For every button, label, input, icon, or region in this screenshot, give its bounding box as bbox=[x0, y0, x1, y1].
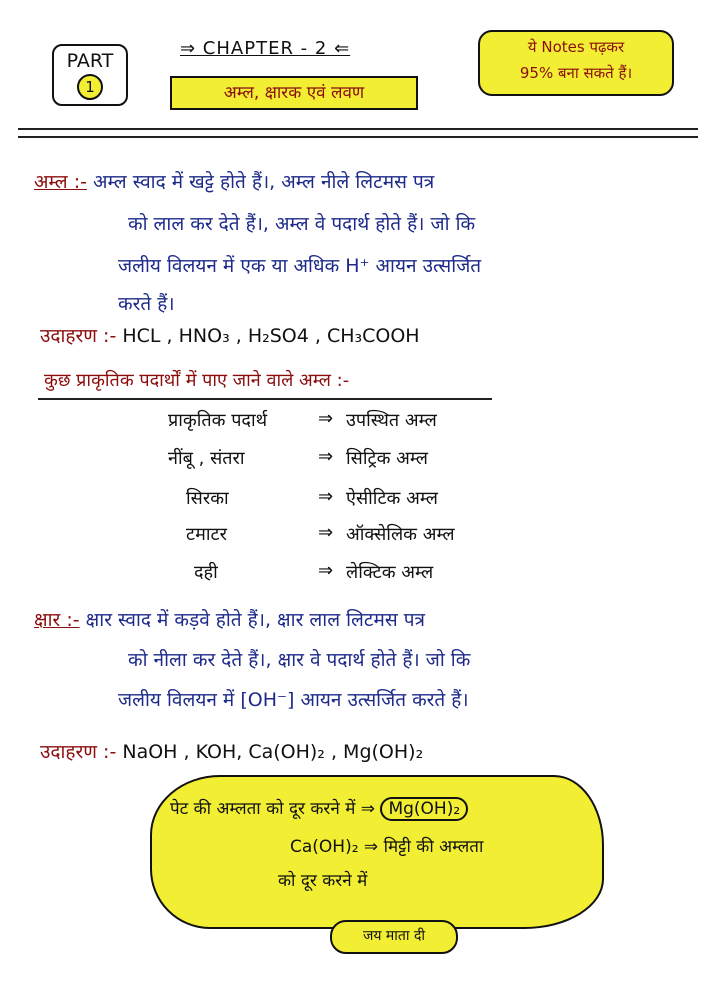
base-line-2: को नीला कर देते हैं।, क्षार वे पदार्थ होते हैं। जो कि bbox=[128, 649, 471, 671]
base-examples bbox=[40, 738, 423, 764]
arrow-icon: ⇒ bbox=[318, 408, 334, 429]
divider bbox=[18, 136, 698, 138]
note-text-1: पेट की अम्लता को दूर करने में ⇒ bbox=[170, 799, 376, 819]
arrow-icon: ⇒ bbox=[318, 560, 334, 581]
base-label: क्षार :- bbox=[34, 609, 80, 631]
natural-header-row bbox=[168, 408, 568, 432]
mg-hydroxide-circled: Mg(OH)₂ bbox=[380, 797, 468, 821]
natural-acid: सिट्रिक अम्ल bbox=[346, 448, 429, 469]
arrow-icon: ⇒ bbox=[318, 522, 334, 543]
natural-acid: ऑक्सेलिक अम्ल bbox=[346, 524, 455, 545]
arrow-icon: ⇒ bbox=[318, 486, 334, 507]
natural-row bbox=[186, 522, 586, 546]
natural-header-source: प्राकृतिक पदार्थ bbox=[168, 410, 268, 431]
acid-line-4: करते हैं। bbox=[118, 293, 175, 315]
chapter-title bbox=[180, 38, 350, 59]
arrow-icon: ⇒ bbox=[318, 446, 334, 467]
natural-acids-title: कुछ प्राकृतिक पदार्थों में पाए जाने वाले अम्ल :- bbox=[44, 370, 350, 391]
signature-tag: जय माता दी bbox=[330, 920, 458, 954]
acid-line-1 bbox=[34, 168, 434, 194]
base-example-values: NaOH , KOH, Ca(OH)₂ , Mg(OH)₂ bbox=[122, 741, 424, 763]
part-label: PART bbox=[66, 50, 114, 72]
notes-line-1: ये Notes पढ़कर bbox=[527, 38, 625, 56]
divider bbox=[18, 128, 698, 130]
natural-row bbox=[168, 446, 568, 470]
natural-row bbox=[194, 560, 594, 584]
notes-line-2: 95% बना सकते हैं। bbox=[519, 64, 633, 82]
natural-row bbox=[186, 486, 586, 510]
note-line-3: को दूर करने में bbox=[278, 871, 368, 891]
note-line-2: Ca(OH)₂ ⇒ मिट्टी की अम्लता bbox=[290, 837, 484, 857]
acid-line-2: को लाल कर देते हैं।, अम्ल वे पदार्थ होते हैं। जो कि bbox=[128, 213, 476, 235]
acid-line-3: जलीय विलयन में एक या अधिक H⁺ आयन उत्सर्जित bbox=[118, 255, 482, 277]
acid-text-1: अम्ल स्वाद में खट्टे होते हैं।, अम्ल नीले लिटमस पत्र bbox=[93, 171, 435, 193]
natural-source: सिरका bbox=[186, 488, 229, 509]
chapter-text: ⇒ CHAPTER - 2 ⇐ bbox=[180, 38, 351, 59]
chapter-subtitle: अम्ल, क्षारक एवं लवण bbox=[170, 76, 418, 110]
acid-example-label: उदाहरण :- bbox=[40, 325, 117, 347]
base-example-label: उदाहरण :- bbox=[40, 741, 117, 763]
note-line-1 bbox=[170, 796, 468, 821]
base-line-1 bbox=[34, 606, 425, 632]
natural-acid: लेक्टिक अम्ल bbox=[346, 562, 434, 583]
natural-header-acid: उपस्थित अम्ल bbox=[346, 410, 437, 431]
natural-acid: ऐसीटिक अम्ल bbox=[346, 488, 438, 509]
natural-source: नींबू , संतरा bbox=[168, 448, 245, 469]
acid-examples bbox=[40, 322, 420, 348]
natural-source: टमाटर bbox=[186, 524, 227, 545]
natural-acids-underline bbox=[38, 398, 492, 400]
part-badge bbox=[52, 44, 128, 106]
acid-label: अम्ल :- bbox=[34, 171, 87, 193]
natural-source: दही bbox=[194, 562, 218, 583]
base-line-3: जलीय विलयन में [OH⁻] आयन उत्सर्जित करते हैं। bbox=[118, 689, 469, 711]
base-text-1: क्षार स्वाद में कड़वे होते हैं।, क्षार लाल लिटमस पत्र bbox=[85, 609, 426, 631]
notes-badge bbox=[478, 30, 674, 96]
acid-example-values: HCL , HNO₃ , H₂SO4 , CH₃COOH bbox=[122, 325, 420, 347]
part-number: 1 bbox=[77, 74, 103, 100]
